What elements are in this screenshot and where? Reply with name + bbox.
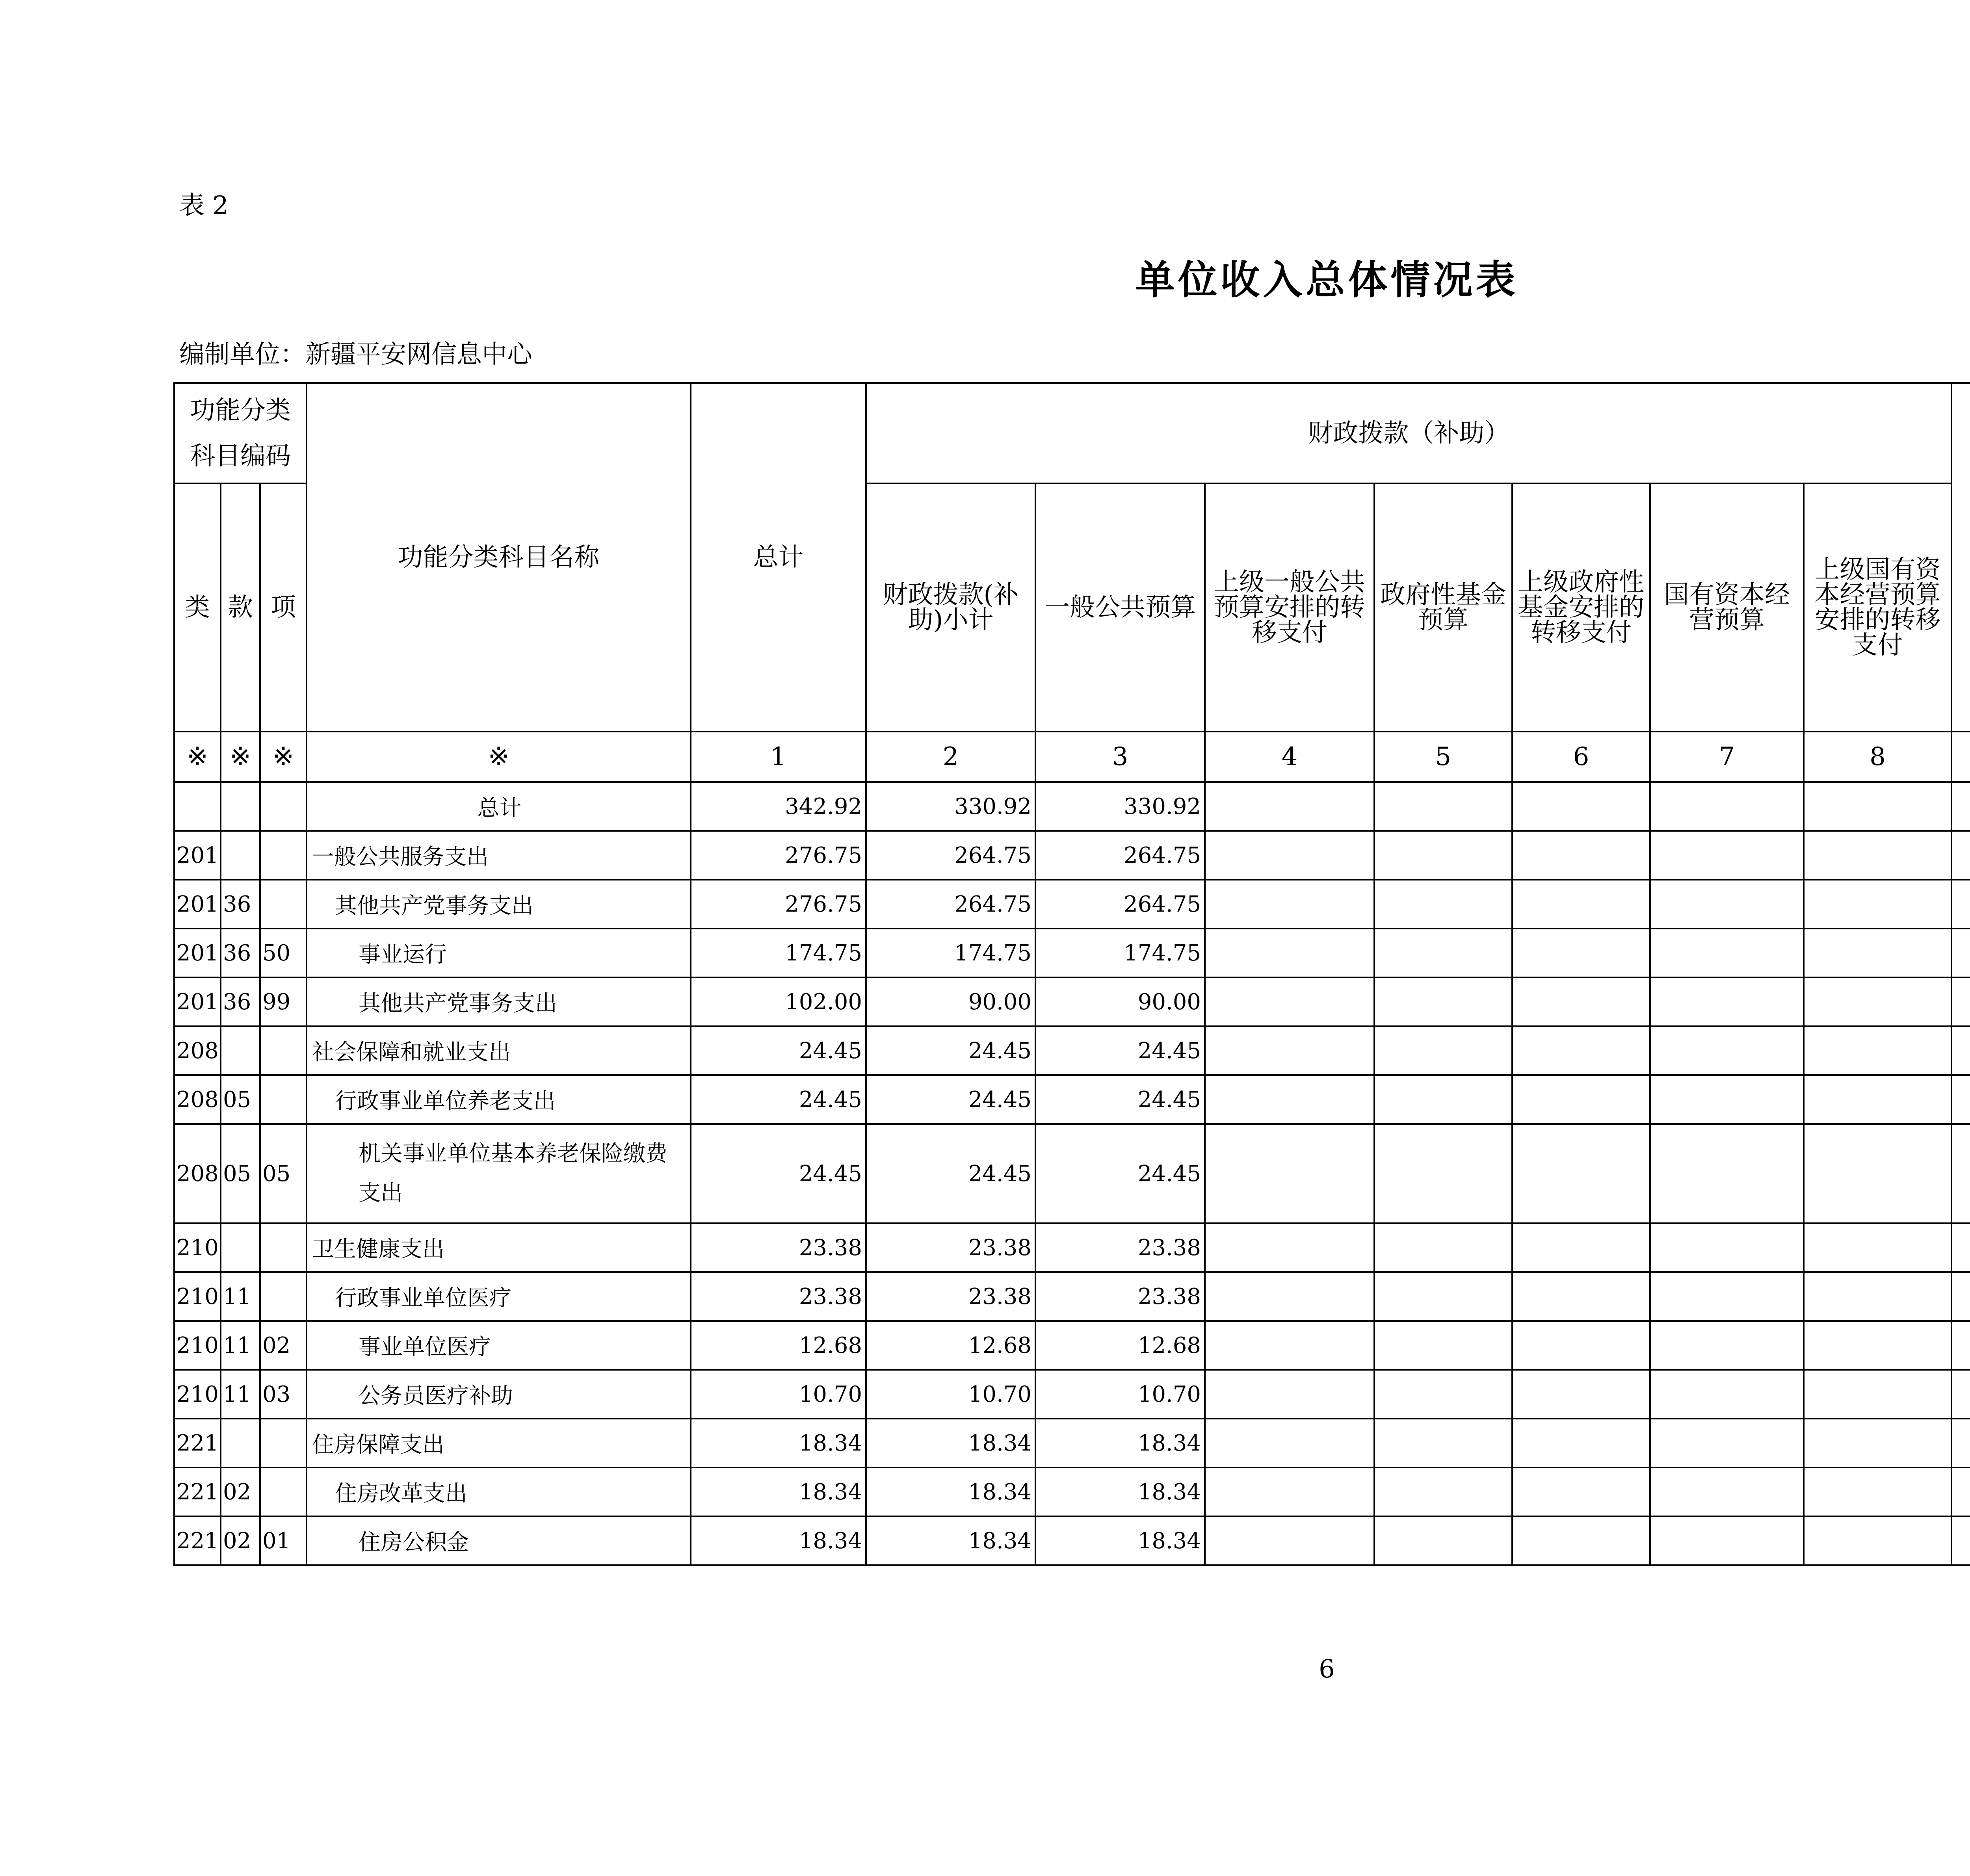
mark-cell: ※ [260, 732, 307, 782]
value-c4 [1205, 1075, 1374, 1124]
column-number: 7 [1650, 732, 1804, 782]
header-name: 功能分类科目名称 [307, 383, 691, 732]
value-c5 [1374, 1467, 1512, 1516]
subject-name-text: 住房公积金 [359, 1530, 469, 1555]
value-c6 [1512, 1419, 1650, 1467]
header-c4: 上级一般公共预算安排的转移支付 [1205, 483, 1374, 732]
code-lei: 221 [174, 1516, 221, 1565]
value-c9 [1951, 977, 1970, 1026]
value-c7 [1650, 1124, 1804, 1223]
value-c6 [1512, 929, 1650, 977]
table-body [174, 732, 1970, 1565]
value-c8 [1804, 929, 1951, 977]
value-c8 [1804, 880, 1951, 929]
value-c5 [1374, 1272, 1512, 1321]
value-c8 [1804, 1075, 1951, 1124]
value-c5 [1374, 1075, 1512, 1124]
code-lei: 208 [174, 1026, 221, 1075]
value-c6 [1512, 831, 1650, 880]
value-c3: 90.00 [1035, 977, 1205, 1026]
value-total: 23.38 [691, 1223, 866, 1272]
header-total: 总计 [691, 383, 866, 732]
value-c4 [1205, 1272, 1374, 1321]
value-total: 24.45 [691, 1075, 866, 1124]
code-lei: 221 [174, 1419, 221, 1467]
value-total: 102.00 [691, 977, 866, 1026]
subject-name [307, 1370, 691, 1419]
header-code-group: 功能分类科目编码 [174, 383, 307, 483]
value-c8 [1804, 1223, 1951, 1272]
compiling-unit: 编制单位：新疆平安网信息中心 [179, 340, 532, 369]
value-c9 [1951, 1272, 1970, 1321]
value-c3: 18.34 [1035, 1467, 1205, 1516]
value-c7 [1650, 880, 1804, 929]
subject-name-text: 住房保障支出 [312, 1432, 445, 1458]
value-c7 [1650, 977, 1804, 1026]
value-c4 [1205, 782, 1374, 831]
value-c5 [1374, 1223, 1512, 1272]
subject-name-text: 住房改革支出 [335, 1481, 468, 1506]
code-xiang [260, 1272, 307, 1321]
value-c4 [1205, 1419, 1374, 1467]
value-c4 [1205, 880, 1374, 929]
value-c5 [1374, 831, 1512, 880]
value-total: 18.34 [691, 1516, 866, 1565]
subject-name [307, 1467, 691, 1516]
code-lei: 221 [174, 1467, 221, 1516]
value-c5 [1374, 977, 1512, 1026]
value-c4 [1205, 831, 1374, 880]
subject-name-text: 社会保障和就业支出 [312, 1040, 511, 1065]
subject-name-text: 卫生健康支出 [312, 1237, 445, 1262]
subject-name [307, 880, 691, 929]
value-c7 [1650, 1321, 1804, 1370]
column-number: 4 [1205, 732, 1374, 782]
value-c3: 18.34 [1035, 1516, 1205, 1565]
header-c5: 政府性基金预算 [1374, 483, 1512, 732]
subject-name-text: 公务员医疗补助 [359, 1383, 513, 1409]
value-c2: 330.92 [866, 782, 1035, 831]
value-c8 [1804, 1419, 1951, 1467]
value-c5 [1374, 1124, 1512, 1223]
code-lei: 210 [174, 1321, 221, 1370]
value-c7 [1650, 1223, 1804, 1272]
value-total: 23.38 [691, 1272, 866, 1321]
subject-name-text: 事业单位医疗 [359, 1334, 491, 1360]
subject-name [307, 1124, 691, 1223]
code-lei: 210 [174, 1223, 221, 1272]
value-c2: 90.00 [866, 977, 1035, 1026]
header-lei: 类 [174, 483, 221, 732]
code-lei: 201 [174, 929, 221, 977]
subject-name [307, 1026, 691, 1075]
code-xiang [260, 782, 307, 831]
code-xiang [260, 880, 307, 929]
value-c8 [1804, 1026, 1951, 1075]
value-c3: 330.92 [1035, 782, 1205, 831]
value-c2: 24.45 [866, 1075, 1035, 1124]
value-c8 [1804, 977, 1951, 1026]
value-c5 [1374, 880, 1512, 929]
value-c6 [1512, 1467, 1650, 1516]
value-c9 [1951, 1124, 1970, 1223]
value-total: 12.68 [691, 1321, 866, 1370]
page-number: 6 [1319, 1655, 1335, 1684]
value-c6 [1512, 1321, 1650, 1370]
value-c9 [1951, 782, 1970, 831]
value-c7 [1650, 1370, 1804, 1419]
value-c5 [1374, 782, 1512, 831]
table-number: 表 2 [179, 191, 229, 220]
value-c7 [1650, 1516, 1804, 1565]
value-total: 276.75 [691, 831, 866, 880]
value-c2: 24.45 [866, 1026, 1035, 1075]
code-kuan: 05 [221, 1124, 260, 1223]
subject-name [307, 1272, 691, 1321]
subject-name [307, 1223, 691, 1272]
value-c2: 23.38 [866, 1223, 1035, 1272]
value-c2: 10.70 [866, 1370, 1035, 1419]
value-c8 [1804, 1124, 1951, 1223]
value-c7 [1650, 1467, 1804, 1516]
column-number: 8 [1804, 732, 1951, 782]
header-kuan: 款 [221, 483, 260, 732]
code-lei: 201 [174, 880, 221, 929]
table-row [174, 1223, 1970, 1272]
header-c8: 上级国有资本经营预算安排的转移支付 [1804, 483, 1951, 732]
value-c5 [1374, 1026, 1512, 1075]
value-c2: 12.68 [866, 1321, 1035, 1370]
value-c9 [1951, 1516, 1970, 1565]
value-c4 [1205, 977, 1374, 1026]
column-number: 1 [691, 732, 866, 782]
value-c3: 24.45 [1035, 1075, 1205, 1124]
value-c3: 264.75 [1035, 880, 1205, 929]
value-c3: 23.38 [1035, 1272, 1205, 1321]
value-c6 [1512, 1272, 1650, 1321]
code-xiang: 03 [260, 1370, 307, 1419]
subject-name-text: 行政事业单位医疗 [335, 1285, 512, 1311]
value-c8 [1804, 782, 1951, 831]
document-title: 单位收入总体情况表 [1135, 256, 1518, 303]
table-row [174, 1026, 1970, 1075]
value-total: 18.34 [691, 1467, 866, 1516]
table-row [174, 1124, 1970, 1223]
value-c4 [1205, 1026, 1374, 1075]
code-kuan: 11 [221, 1321, 260, 1370]
value-c2: 18.34 [866, 1419, 1035, 1467]
value-c3: 24.45 [1035, 1124, 1205, 1223]
mark-cell: ※ [307, 732, 691, 782]
table-row [174, 1516, 1970, 1565]
value-c4 [1205, 1516, 1374, 1565]
column-number-row [174, 732, 1970, 782]
value-c5 [1374, 1419, 1512, 1467]
value-c6 [1512, 1124, 1650, 1223]
value-c7 [1650, 1075, 1804, 1124]
code-lei [174, 782, 221, 831]
table-row [174, 782, 1970, 831]
value-c7 [1650, 1419, 1804, 1467]
value-c7 [1650, 831, 1804, 880]
value-c5 [1374, 1370, 1512, 1419]
subject-name [307, 1321, 691, 1370]
value-c3: 12.68 [1035, 1321, 1205, 1370]
subject-name [307, 1075, 691, 1124]
value-c8 [1804, 831, 1951, 880]
subject-name-text: 总计 [477, 795, 522, 821]
value-c9 [1951, 1026, 1970, 1075]
value-c8 [1804, 1516, 1951, 1565]
mark-cell: ※ [174, 732, 221, 782]
subject-name [307, 1419, 691, 1467]
value-total: 10.70 [691, 1370, 866, 1419]
header-c9 [1951, 383, 1970, 732]
value-c4 [1205, 1321, 1374, 1370]
value-c4 [1205, 1124, 1374, 1223]
value-c2: 23.38 [866, 1272, 1035, 1321]
value-c6 [1512, 1223, 1650, 1272]
code-kuan [221, 1026, 260, 1075]
value-c7 [1650, 1272, 1804, 1321]
code-lei: 201 [174, 831, 221, 880]
code-kuan [221, 1223, 260, 1272]
column-number: 3 [1035, 732, 1205, 782]
value-c8 [1804, 1467, 1951, 1516]
value-c4 [1205, 1223, 1374, 1272]
value-c7 [1650, 1026, 1804, 1075]
value-c7 [1650, 782, 1804, 831]
header-fiscal-group: 财政拨款（补助） [866, 383, 1951, 483]
table-row [174, 1467, 1970, 1516]
value-c3: 10.70 [1035, 1370, 1205, 1419]
subject-name [307, 977, 691, 1026]
value-total: 24.45 [691, 1124, 866, 1223]
value-c9 [1951, 1321, 1970, 1370]
value-c2: 264.75 [866, 880, 1035, 929]
subject-name-text: 事业运行 [359, 942, 447, 968]
value-c3: 174.75 [1035, 929, 1205, 977]
code-kuan: 02 [221, 1516, 260, 1565]
value-total: 342.92 [691, 782, 866, 831]
code-xiang: 01 [260, 1516, 307, 1565]
value-total: 24.45 [691, 1026, 866, 1075]
value-c2: 264.75 [866, 831, 1035, 880]
table-row [174, 831, 1970, 880]
value-c9 [1951, 1419, 1970, 1467]
subject-name [307, 1516, 691, 1565]
value-c9 [1951, 1370, 1970, 1419]
value-c5 [1374, 1516, 1512, 1565]
code-kuan [221, 782, 260, 831]
value-total: 276.75 [691, 880, 866, 929]
code-xiang [260, 1419, 307, 1467]
value-total: 174.75 [691, 929, 866, 977]
column-number: 2 [866, 732, 1035, 782]
value-c6 [1512, 1026, 1650, 1075]
value-c3: 23.38 [1035, 1223, 1205, 1272]
value-c8 [1804, 1370, 1951, 1419]
value-c6 [1512, 782, 1650, 831]
code-kuan: 36 [221, 929, 260, 977]
value-c4 [1205, 1370, 1374, 1419]
code-lei: 210 [174, 1272, 221, 1321]
code-lei: 210 [174, 1370, 221, 1419]
code-xiang: 99 [260, 977, 307, 1026]
value-c9 [1951, 1223, 1970, 1272]
value-c6 [1512, 1516, 1650, 1565]
value-c3: 264.75 [1035, 831, 1205, 880]
value-c9 [1951, 929, 1970, 977]
value-c7 [1650, 929, 1804, 977]
table-row [174, 880, 1970, 929]
code-kuan: 36 [221, 880, 260, 929]
value-c2: 18.34 [866, 1467, 1035, 1516]
table-row [174, 1370, 1970, 1419]
subject-name-text: 行政事业单位养老支出 [335, 1088, 556, 1114]
table-row [174, 929, 1970, 977]
value-c9 [1951, 1467, 1970, 1516]
code-kuan: 11 [221, 1370, 260, 1419]
code-xiang: 05 [260, 1124, 307, 1223]
code-kuan: 11 [221, 1272, 260, 1321]
header-c2: 财政拨款(补助)小计 [866, 483, 1035, 732]
column-number: 5 [1374, 732, 1512, 782]
code-xiang [260, 1075, 307, 1124]
code-kuan [221, 831, 260, 880]
value-total: 18.34 [691, 1419, 866, 1467]
value-c6 [1512, 977, 1650, 1026]
value-c2: 174.75 [866, 929, 1035, 977]
subject-name [307, 831, 691, 880]
code-kuan: 36 [221, 977, 260, 1026]
mark-cell: ※ [221, 732, 260, 782]
value-c5 [1374, 1321, 1512, 1370]
value-c9 [1951, 880, 1970, 929]
table-row [174, 1272, 1970, 1321]
value-c9 [1951, 1075, 1970, 1124]
table-row [174, 977, 1970, 1026]
code-xiang [260, 1026, 307, 1075]
value-c2: 18.34 [866, 1516, 1035, 1565]
code-kuan: 02 [221, 1467, 260, 1516]
subject-name-text: 其他共产党事务支出 [335, 893, 534, 919]
value-c6 [1512, 880, 1650, 929]
table-row [174, 1075, 1970, 1124]
code-kuan: 05 [221, 1075, 260, 1124]
value-c8 [1804, 1321, 1951, 1370]
subject-name [307, 782, 691, 831]
subject-name-text: 机关事业单位基本养老保险缴费支出 [359, 1141, 668, 1206]
value-c4 [1205, 929, 1374, 977]
subject-name [307, 929, 691, 977]
subject-name-text: 其他共产党事务支出 [359, 991, 558, 1016]
value-c4 [1205, 1467, 1374, 1516]
value-c2: 24.45 [866, 1124, 1035, 1223]
subject-name-text: 一般公共服务支出 [312, 844, 489, 870]
code-lei: 208 [174, 1075, 221, 1124]
value-c9 [1951, 831, 1970, 880]
code-xiang: 02 [260, 1321, 307, 1370]
value-c6 [1512, 1075, 1650, 1124]
column-number [1951, 732, 1970, 782]
header-c6: 上级政府性基金安排的转移支付 [1512, 483, 1650, 732]
code-xiang [260, 1467, 307, 1516]
value-c3: 18.34 [1035, 1419, 1205, 1467]
code-xiang [260, 1223, 307, 1272]
value-c8 [1804, 1272, 1951, 1321]
column-number: 6 [1512, 732, 1650, 782]
code-xiang [260, 831, 307, 880]
header-c3: 一般公共预算 [1035, 483, 1205, 732]
table-row [174, 1321, 1970, 1370]
code-xiang: 50 [260, 929, 307, 977]
header-c7: 国有资本经营预算 [1650, 483, 1804, 732]
code-kuan [221, 1419, 260, 1467]
header-xiang: 项 [260, 483, 307, 732]
value-c6 [1512, 1370, 1650, 1419]
code-lei: 208 [174, 1124, 221, 1223]
table-row [174, 1419, 1970, 1467]
value-c3: 24.45 [1035, 1026, 1205, 1075]
income-table [173, 382, 1970, 1566]
value-c5 [1374, 929, 1512, 977]
code-lei: 201 [174, 977, 221, 1026]
